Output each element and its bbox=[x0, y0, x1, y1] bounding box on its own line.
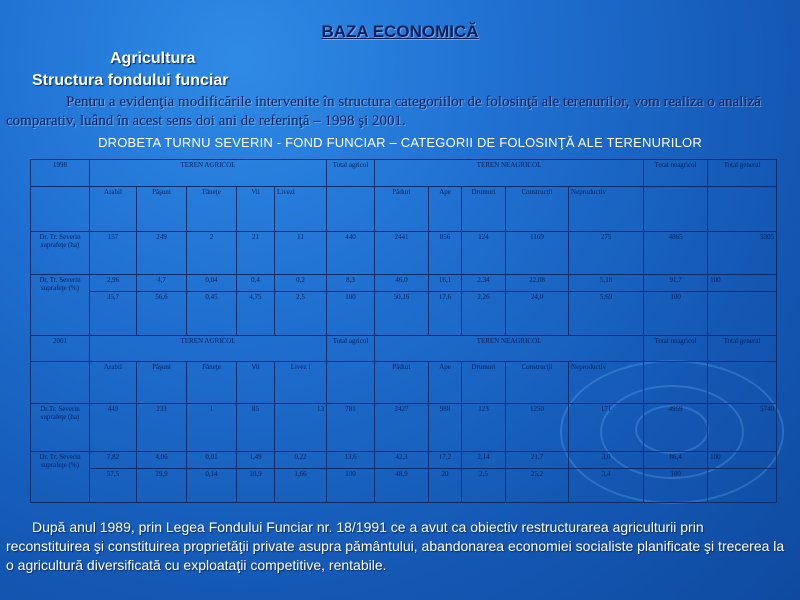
table-cell bbox=[708, 469, 777, 503]
table-cell: 35,7 bbox=[90, 292, 137, 336]
table-cell: 2,26 bbox=[462, 292, 506, 336]
year-cell: 1998 bbox=[31, 160, 90, 187]
category-header: Păduri bbox=[375, 187, 429, 232]
table-cell: 100 bbox=[644, 469, 708, 503]
category-header: Păşuni bbox=[137, 187, 187, 232]
year-cell: 2001 bbox=[31, 336, 90, 362]
table-cell bbox=[708, 362, 777, 404]
table-cell: 17,2 bbox=[429, 452, 462, 469]
table-cell: 0,2 bbox=[275, 275, 327, 292]
teren-agricol-header: TEREN AGRICOL bbox=[90, 160, 327, 187]
table-cell: 4,75 bbox=[237, 292, 275, 336]
table-row bbox=[31, 292, 777, 336]
table-cell: 100 bbox=[327, 469, 375, 503]
teren-neagricol-header: TEREN NEAGRICOL bbox=[375, 336, 644, 362]
table-row bbox=[31, 275, 777, 292]
table-row bbox=[31, 362, 777, 404]
table-cell: 4865 bbox=[644, 232, 708, 275]
table-title: DROBETA TURNU SEVERIN - FOND FUNCIAR – CATEGORII DE FOLOSINŢĂ ALE TERENURILOR bbox=[98, 135, 702, 150]
table-cell: 57,5 bbox=[90, 469, 137, 503]
table-cell: 25,2 bbox=[506, 469, 569, 503]
table-cell: 2,5 bbox=[462, 469, 506, 503]
table-cell: 24,0 bbox=[506, 292, 569, 336]
total-general-header: Total general bbox=[708, 336, 777, 362]
table-cell: 4,06 bbox=[137, 452, 187, 469]
table-cell: 249 bbox=[137, 232, 187, 275]
table-cell: 2,5 bbox=[275, 292, 327, 336]
table-cell: 0,04 bbox=[187, 275, 237, 292]
table-row bbox=[31, 404, 777, 452]
table-cell: 16,1 bbox=[429, 275, 462, 292]
table-cell: 100 bbox=[708, 275, 777, 292]
table-cell: 1169 bbox=[506, 232, 569, 275]
table-cell: 21 bbox=[237, 232, 275, 275]
table-cell: 0,4 bbox=[237, 275, 275, 292]
table-cell: 3,4 bbox=[569, 469, 644, 503]
table-cell: 22,08 bbox=[506, 275, 569, 292]
intro-paragraph: Pentru a evidenţia modificările intervenite în structura categoriilor de folosinţă ale terenurilor, vom realiza o analiză comparativ, luând în acest sens doi ani de referinţă – 1998 şi 2001. bbox=[6, 94, 761, 129]
category-header: Fâneţe bbox=[187, 187, 237, 232]
table-cell: 1,66 bbox=[275, 469, 327, 503]
table-cell: 2441 bbox=[375, 232, 429, 275]
total-neagricol-header: Total neagricol bbox=[644, 336, 708, 362]
table-cell: 29,9 bbox=[137, 469, 187, 503]
table-cell: 4,7 bbox=[137, 275, 187, 292]
table-cell: 11 bbox=[275, 232, 327, 275]
table-cell bbox=[327, 362, 375, 404]
table-cell: 1 bbox=[187, 404, 237, 452]
table-cell: 100 bbox=[644, 292, 708, 336]
table-cell: 5,69 bbox=[569, 292, 644, 336]
table-cell: 440 bbox=[327, 232, 375, 275]
slide-title: BAZA ECONOMICĂ bbox=[321, 22, 479, 41]
table-cell: 86,4 bbox=[644, 452, 708, 469]
table-row bbox=[31, 336, 777, 362]
table-cell: 0,01 bbox=[187, 452, 237, 469]
table-cell: 0,45 bbox=[187, 292, 237, 336]
table-cell: 10,9 bbox=[237, 469, 275, 503]
category-header: Livez i bbox=[275, 362, 327, 404]
table-cell: 2,96 bbox=[90, 275, 137, 292]
table-cell bbox=[31, 362, 90, 404]
table-row bbox=[31, 232, 777, 275]
table-cell bbox=[327, 187, 375, 232]
category-header: Păduri bbox=[375, 362, 429, 404]
row-label: Dr.Tr. Severin suprafeţe (ha) bbox=[31, 404, 90, 452]
table-cell: 1250 bbox=[506, 404, 569, 452]
table-row bbox=[31, 160, 777, 187]
table-cell: 8,3 bbox=[327, 275, 375, 292]
table-cell: 4959 bbox=[644, 404, 708, 452]
category-header: Neproductiv bbox=[569, 187, 644, 232]
table-cell: 13,6 bbox=[327, 452, 375, 469]
table-cell: 17,6 bbox=[429, 292, 462, 336]
land-use-table bbox=[30, 159, 777, 503]
table-cell: 100 bbox=[708, 452, 777, 469]
table-cell: 100 bbox=[327, 292, 375, 336]
category-header: Livezi bbox=[275, 187, 327, 232]
total-agricol-header: Total agricol bbox=[327, 160, 375, 187]
row-label: Dr. Tr. Severin suprafeţe (%) bbox=[31, 275, 90, 336]
category-header: Construcţii bbox=[506, 362, 569, 404]
category-header: Păşuni bbox=[137, 362, 187, 404]
category-header: Ape bbox=[429, 187, 462, 232]
category-header: Neproductiv bbox=[569, 362, 644, 404]
table-cell: 3,0 bbox=[569, 452, 644, 469]
table-cell: 5740 bbox=[708, 404, 777, 452]
table-cell: 171 bbox=[569, 404, 644, 452]
table-row bbox=[31, 452, 777, 469]
table-cell: 988 bbox=[429, 404, 462, 452]
category-header: Fâneţe bbox=[187, 362, 237, 404]
table-cell: 13 bbox=[275, 404, 327, 452]
table-cell: 5305 bbox=[708, 232, 777, 275]
table-cell: 42,3 bbox=[375, 452, 429, 469]
total-agricol-header: Total agricol bbox=[327, 336, 375, 362]
category-header: Construcţii bbox=[506, 187, 569, 232]
table-cell: 275 bbox=[569, 232, 644, 275]
table-row bbox=[31, 187, 777, 232]
table-cell bbox=[708, 292, 777, 336]
subtitle-structura: Structura fondului funciar bbox=[32, 72, 229, 89]
category-header: Arabil bbox=[90, 187, 137, 232]
subtitle-agricultura: Agricultura bbox=[110, 50, 196, 67]
table-cell: 5,18 bbox=[569, 275, 644, 292]
category-header: Vii bbox=[237, 362, 275, 404]
table-cell bbox=[708, 187, 777, 232]
table-cell: 1,49 bbox=[237, 452, 275, 469]
table-cell: 56,6 bbox=[137, 292, 187, 336]
row-label: Dr. Tr. Severin suprafeţe (%) bbox=[31, 452, 90, 503]
table-cell: 91,7 bbox=[644, 275, 708, 292]
teren-agricol-header: TEREN AGRICOL bbox=[90, 336, 327, 362]
table-cell: 50,16 bbox=[375, 292, 429, 336]
row-label: Dr. Tr. Severin suprafeţe (ha) bbox=[31, 232, 90, 275]
table-cell: 2,14 bbox=[462, 452, 506, 469]
table-cell: 21,7 bbox=[506, 452, 569, 469]
table-cell: 2,34 bbox=[462, 275, 506, 292]
category-header: Vii bbox=[237, 187, 275, 232]
table-cell: 781 bbox=[327, 404, 375, 452]
table-cell: 7,82 bbox=[90, 452, 137, 469]
category-header: Arabil bbox=[90, 362, 137, 404]
table-cell bbox=[31, 187, 90, 232]
table-cell bbox=[644, 362, 708, 404]
table-cell bbox=[644, 187, 708, 232]
table-cell: 233 bbox=[137, 404, 187, 452]
closing-paragraph: După anul 1989, prin Legea Fondului Funciar nr. 18/1991 ce a avut ca obiectiv restructurarea agriculturii prin reconstituirea şi constituirea proprietăţii private asupra pământului, abandonarea economiei socialiste planificate şi trecerea la o agricultură diversificată cu exploataţii competitive, rentabile. bbox=[6, 519, 785, 573]
table-cell: 124 bbox=[462, 232, 506, 275]
total-neagricol-header: Total neagricol bbox=[644, 160, 708, 187]
category-header: Drumuri bbox=[462, 187, 506, 232]
table-cell: 48,9 bbox=[375, 469, 429, 503]
table-cell: 123 bbox=[462, 404, 506, 452]
table-cell: 2 bbox=[187, 232, 237, 275]
table-cell: 449 bbox=[90, 404, 137, 452]
table-cell: 157 bbox=[90, 232, 137, 275]
category-header: Drumuri bbox=[462, 362, 506, 404]
table-cell: 0,14 bbox=[187, 469, 237, 503]
table-cell: 856 bbox=[429, 232, 462, 275]
teren-neagricol-header: TEREN NEAGRICOL bbox=[375, 160, 644, 187]
total-general-header: Total general bbox=[708, 160, 777, 187]
table-row bbox=[31, 469, 777, 503]
table-cell: 20 bbox=[429, 469, 462, 503]
table-cell: 2427 bbox=[375, 404, 429, 452]
category-header: Ape bbox=[429, 362, 462, 404]
table-cell: 0,22 bbox=[275, 452, 327, 469]
table-cell: 85 bbox=[237, 404, 275, 452]
table-cell: 46,0 bbox=[375, 275, 429, 292]
